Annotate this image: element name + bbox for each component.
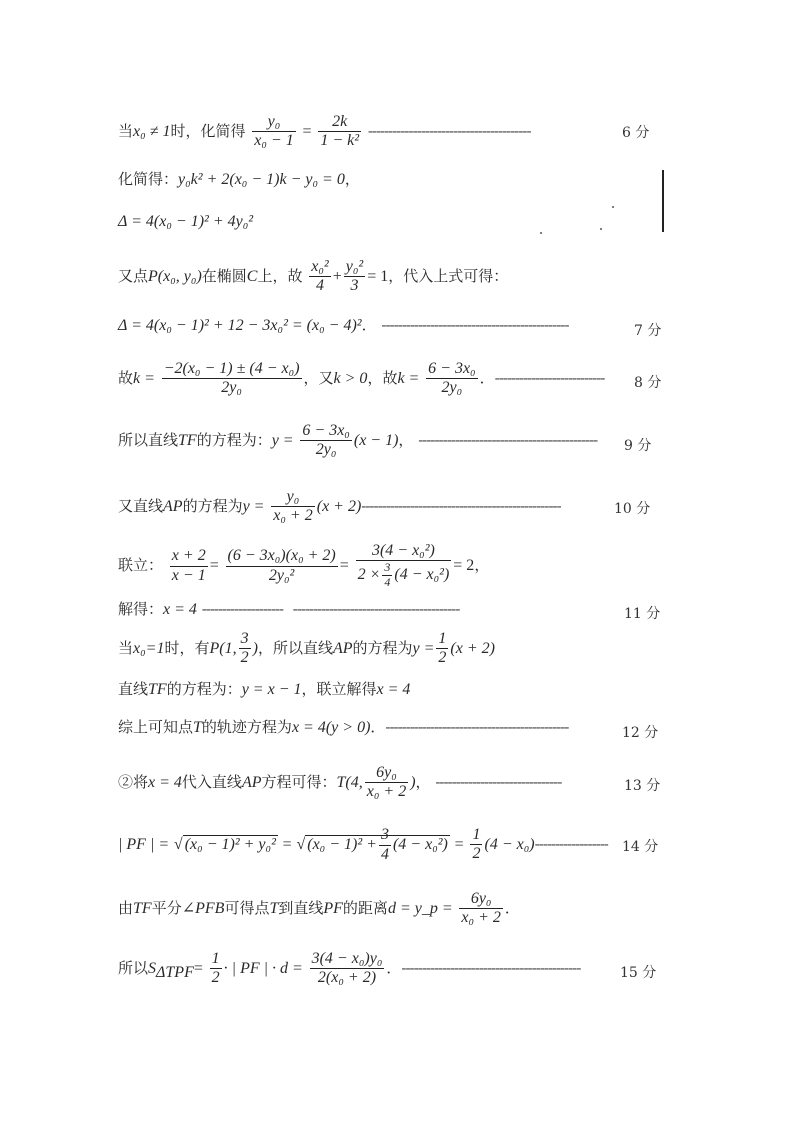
text: 的方程为 [352,638,413,657]
dash-leader: --------------------------- [494,368,605,387]
text: ， [344,170,360,188]
step-line-17 [118,950,580,988]
step-line-1 [118,113,531,151]
text: ，联立解得 [301,680,377,698]
text: ，故 [367,368,398,387]
text: ． [479,368,495,387]
score-mark: 14 分 [622,839,659,855]
dash-leader: ------------------ [534,834,608,853]
text: ． [386,958,402,977]
text: ，代入上式可得： [388,266,509,285]
margin-bar [662,170,664,232]
point: T(4, [336,773,363,791]
distance: d = y_p = [387,899,453,917]
step-line-3 [118,214,253,230]
text: 联立： [118,556,164,574]
text: ． [370,718,386,736]
point: P(x₀, y₀) [148,267,202,285]
condition: x₀ ≠ 1 [133,122,171,140]
area-subscript: ΔTPF [156,963,194,981]
text: 的轨迹方程为 [201,718,292,736]
k-expr: k = [133,369,155,387]
equals: = [339,557,349,574]
text: ②将 [118,772,149,791]
fraction: $\frac{x + 2}{x - 1}$ [171,547,206,584]
step-line-5 [118,318,569,334]
text: 化简得： [118,170,179,188]
fraction: $\frac{\text{6y₀}}{\text{x₀ + 2}}$ [366,764,407,801]
text: ，所以直线 [257,638,333,657]
fraction: $\frac{1}{2}$ [472,826,481,863]
point: T [269,899,279,917]
area: S [148,959,157,977]
text: 代入直线 [181,772,242,791]
dash-leader: ---------------------------------------------- [381,316,569,334]
fraction: $\frac{\text{(6 − 3x₀)(x₀ + 2)}}{\text{2y₀²}}$ [227,547,336,584]
step-line-9 [118,542,489,590]
step-line-7 [118,422,597,460]
text: 时，有 [164,638,210,657]
text: ， [398,430,414,449]
line-name: AP [332,639,353,657]
line-name: TF [178,431,197,449]
point: ) [410,773,416,791]
point: ) [252,639,258,657]
angle: ∠PFB [181,899,225,917]
fraction: $\frac{\text{6 − 3x₀}}{\text{2y₀}}$ [428,360,476,397]
equation: x = 4 [148,773,182,791]
locus-equation: x = 4(y > 0) [291,719,371,736]
score-mark: 11 分 [624,606,661,622]
step-line-6 [118,360,604,398]
text: 时，化简得 [170,121,246,140]
text: ． [361,316,377,334]
text: 的方程为 [182,496,243,515]
text: ，又 [303,368,334,387]
fraction: 3(4 − x₀²) 2 × $\frac{3}{4}$ (4 − x₀²) [357,542,450,590]
text: 解得： [118,600,164,618]
text: ． [504,898,520,917]
text: 直线 [118,680,149,698]
score-mark: 15 分 [620,965,657,981]
condition: x₀=1 [133,639,165,657]
step-line-11 [118,630,495,668]
dash-leader: ----------------------------------------- [292,600,460,618]
radicand: (x₀ − 1)² + $\frac{3}{4}$ (4 − x₀²) [307,826,448,863]
equation: (x + 2) [316,497,362,515]
k-expr: k = [397,369,420,387]
equation: (x + 2) [450,639,495,657]
fraction: $\frac{\text{6y₀}}{\text{x₀ + 2}}$ [461,890,501,927]
text: 可得点 [224,898,270,917]
dash-leader: --------------------------------------------- [385,718,569,736]
line-name: AP [163,497,183,515]
step-line-15 [118,826,608,864]
equals: = [454,835,464,853]
text: ， [474,556,490,574]
speck [540,232,542,234]
text: 在椭圆 [201,266,247,285]
step-line-16 [118,890,520,928]
step-line-10 [118,602,459,618]
score-mark: 10 分 [614,501,651,517]
score-mark: 8 分 [634,375,662,391]
text: 的距离 [342,898,388,917]
solution: x = 4 [163,601,197,618]
score-mark: 12 分 [622,725,659,741]
equals: = [302,122,312,140]
equation: y = [242,497,265,515]
text: 故 [118,368,134,387]
dash-leader: -------------------- [201,600,284,618]
step-line-4 [118,258,508,296]
dash-leader: ------------------------------- [435,772,562,791]
step-line-14 [118,764,561,802]
equals: = [193,959,203,977]
fraction: $\frac{\text{x₀²}}{4}$ [311,258,329,295]
equation: Δ = 4(x₀ − 1)² + 4y₀² [118,213,254,230]
fraction: $\frac{1}{2}$ [211,950,220,987]
text: 综上可知点 [118,718,194,736]
text: 当 [118,121,134,140]
equation: (x − 1) [353,431,399,449]
text: 又点 [118,266,149,285]
solution: x = 4 [376,681,411,698]
score-mark: 7 分 [634,323,662,339]
fraction: $\frac{\text{y₀}}{\text{x₀ − 1}}$ [254,113,294,150]
pf-length: | PF | = [118,835,170,853]
dash-leader: ---------------------------------------- [367,121,531,140]
score-mark: 6 分 [622,125,650,141]
line-name: TF [148,681,167,698]
equals: = [282,835,292,853]
equation: y = x − 1 [241,681,302,698]
fraction: $\frac{\text{y₀}}{\text{x₀ + 2}}$ [273,488,313,525]
text: 当 [118,638,134,657]
equation: y₀k² + 2(x₀ − 1)k − y₀ = 0 [178,171,345,188]
text: 上，故 [257,266,303,285]
step-line-12 [118,682,410,698]
point: P(1, [209,639,237,657]
text: 由 [118,898,134,917]
text: 到直线 [278,898,324,917]
score-mark: 13 分 [624,778,661,794]
text: 又直线 [118,496,164,515]
text: 方程可得： [261,772,337,791]
step-line-8 [118,488,561,526]
sqrt-symbol: √ [296,835,306,853]
fraction: $\frac{1}{2}$ [438,630,447,667]
radicand: (x₀ − 1)² + y₀² [184,835,276,853]
text: 的方程为： [166,680,242,698]
speck [612,206,614,208]
line-name: AP [241,773,262,791]
equals: = [209,557,219,574]
fraction: $\frac{\text{−2(x₀ − 1) ± (4 − x₀)}}{\text{2y₀}}$ [163,360,300,397]
ellipse-name: C [246,267,258,285]
fraction: $\frac{\text{y₀²}}{3}$ [345,258,364,295]
step-line-13 [118,720,568,736]
condition: k > 0 [333,369,368,387]
text: ， [415,772,431,791]
fraction: $\frac{\text{3(4 − x₀)y₀}}{\text{2(x₀ + 2)}}$ [311,950,383,987]
plus: + [332,267,342,285]
text: 所以 [118,958,149,977]
score-mark: 9 分 [624,438,652,454]
dash-leader: -------------------------------------------- [418,430,598,449]
equation: Δ = 4(x₀ − 1)² + 12 − 3x₀² = (x₀ − 4)² [118,317,362,334]
point: T [193,719,202,736]
equals: = 1 [367,267,389,285]
line-name: TF [133,899,152,917]
speck [600,228,602,230]
equation: y = [412,639,435,657]
equation: y = [271,431,294,449]
equals: = 2 [453,557,475,574]
equation: · | PF | · d = [223,959,303,977]
equation: (4 − x₀) [484,835,535,853]
fraction: $\frac{\text{6 − 3x₀}}{\text{2y₀}}$ [302,422,350,459]
text: 所以直线 [118,430,179,449]
fraction: $\frac{3}{2}$ [240,630,249,667]
sqrt-symbol: √ [173,835,183,853]
dash-leader: ------------------------------------------------- [361,496,561,515]
step-line-2 [118,172,360,188]
fraction: $\frac{2k}{\text{1 − k²}}$ [320,113,360,150]
line-name: PF [323,899,343,917]
text: 的方程为： [196,430,272,449]
text: 平分 [151,898,182,917]
dash-leader: -------------------------------------------- [401,958,581,977]
